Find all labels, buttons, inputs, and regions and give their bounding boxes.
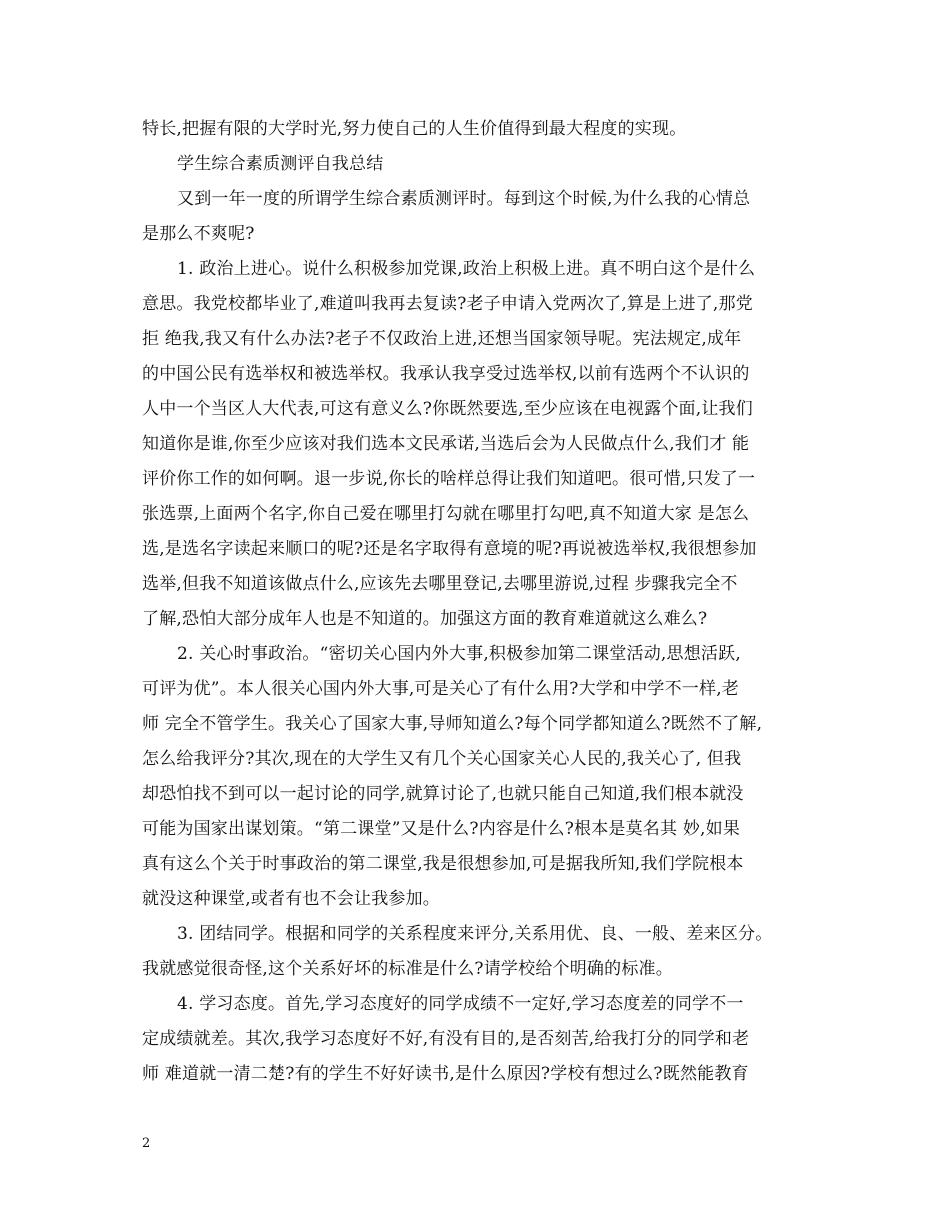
section-heading: 学生综合素质测评自我总结 — [177, 154, 384, 174]
text-line: 选,是选名字读起来顺口的呢?还是名字取得有意境的呢?再说被选举权,我很想参加 — [142, 539, 757, 559]
text-line: 却恐怕找不到可以一起讨论的同学,就算讨论了,也就只能自己知道,我们根本就没 — [142, 784, 744, 804]
text-line: 1. 政治上进心。说什么积极参加党课,政治上积极上进。真不明白这个是什么 — [177, 259, 756, 279]
text-line: 人中一个当区人大代表,可这有意义么?你既然要选,至少应该在电视露个面,让我们 — [142, 399, 753, 419]
text-line: 是那么不爽呢? — [142, 224, 255, 244]
text-line: 真有这么个关于时事政治的第二课堂,我是很想参加,可是据我所知,我们学院根本 — [142, 854, 744, 874]
text-line: 张选票,上面两个名字,你自己爱在哪里打勾就在哪里打勾吧,真不知道大家 是怎么 — [142, 504, 750, 524]
text-line: 的中国公民有选举权和被选举权。我承认我享受过选举权,以前有选两个不认识的 — [142, 364, 750, 384]
text-line: 3. 团结同学。根据和同学的关系程度来评分,关系用优、良、一般、差来区分。 — [177, 924, 773, 944]
text-line: 评价你工作的如何啊。退一步说,你长的啥样总得让我们知道吧。很可惜,只发了一 — [142, 469, 756, 489]
text-line: 选举,但我不知道该做点什么,应该先去哪里登记,去哪里游说,过程 步骤我完全不 — [142, 574, 738, 594]
page-number: 2 — [142, 1136, 151, 1151]
text-line: 拒 绝我,我又有什么办法?老子不仅政治上进,还想当国家领导呢。宪法规定,成年 — [142, 329, 742, 349]
text-line: 我就感觉很奇怪,这个关系好坏的标准是什么?请学校给个明确的标准。 — [142, 959, 673, 979]
text-line: 了解,恐怕大部分成年人也是不知道的。加强这方面的教育难道就这么难么? — [142, 609, 708, 629]
text-line: 师 完全不管学生。我关心了国家大事,导师知道么?每个同学都知道么?既然不了解, — [142, 714, 763, 734]
text-line: 可评为优”。本人很关心国内外大事,可是关心了有什么用?大学和中学不一样,老 — [142, 679, 740, 699]
text-line: 就没这种课堂,或者有也不会让我参加。 — [142, 889, 441, 909]
text-line: 2. 关心时事政治。“密切关心国内外大事,积极参加第二课堂活动,思想活跃, — [177, 644, 741, 664]
text-line: 特长,把握有限的大学时光,努力使自己的人生价值得到最大程度的实现。 — [142, 119, 687, 139]
text-line: 意思。我党校都毕业了,难道叫我再去复读?老子申请入党两次了,算是上进了,那党 — [142, 294, 753, 314]
text-line: 怎么给我评分?其次,现在的大学生又有几个关心国家关心人民的,我关心了, 但我 — [142, 749, 742, 769]
text-line: 可能为国家出谋划策。“第二课堂”又是什么?内容是什么?根本是莫名其 妙,如果 — [142, 819, 741, 839]
text-line: 定成绩就差。其次,我学习态度好不好,有没有目的,是否刻苦,给我打分的同学和老 — [142, 1029, 750, 1049]
text-line: 又到一年一度的所谓学生综合素质测评时。每到这个时候,为什么我的心情总 — [177, 189, 751, 209]
text-line: 知道你是谁,你至少应该对我们选本文民承诺,当选后会为人民做点什么,我们才 能 — [142, 434, 750, 454]
text-line: 师 难道就一清二楚?有的学生不好好读书,是什么原因?学校有想过么?既然能教育 — [142, 1064, 749, 1084]
text-line: 4. 学习态度。首先,学习态度好的同学成绩不一定好,学习态度差的同学不一 — [177, 994, 744, 1014]
